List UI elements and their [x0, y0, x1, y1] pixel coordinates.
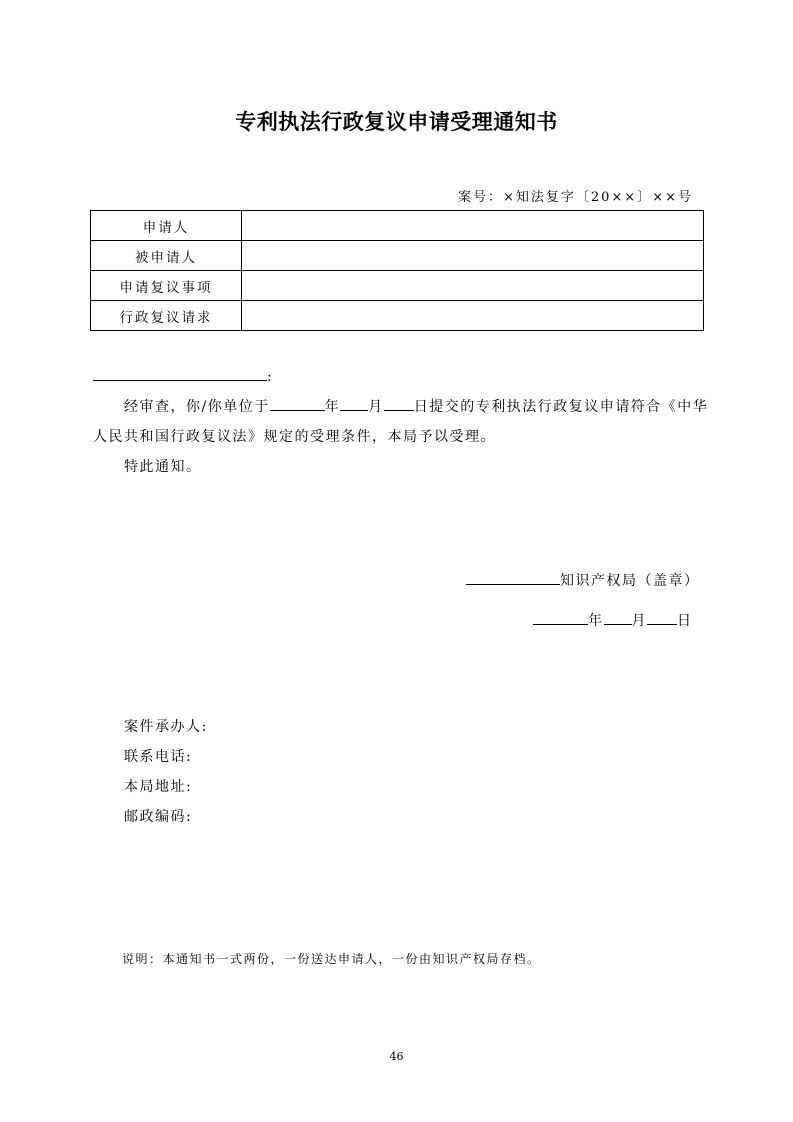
- blank-month: [340, 396, 368, 411]
- row-value-applicant: [242, 211, 704, 241]
- signature-org: [466, 570, 700, 590]
- contact-address: 本局地址:: [124, 779, 193, 795]
- contact-phone: 联系电话:: [124, 749, 193, 765]
- addressee-blank: [93, 366, 267, 381]
- row-label-matter: 申请复议事项: [91, 271, 242, 301]
- date-blank-month: [604, 610, 632, 625]
- case-number: 案号：×知法复字〔20××〕××号: [457, 190, 693, 205]
- body-paragraph-1: [124, 396, 708, 416]
- org-blank: [466, 570, 560, 585]
- contact-handler: 案件承办人:: [124, 719, 208, 735]
- contact-postcode: 邮政编码:: [124, 809, 193, 825]
- body-paragraph-1-cont: 人民共和国行政复议法》规定的受理条件，本局予以受理。: [93, 429, 496, 445]
- label-month: 月: [368, 399, 384, 415]
- table-row: [91, 241, 704, 271]
- addressee-colon: :: [267, 369, 274, 385]
- body-text: 日提交的专利执法行政复议申请符合《中华: [413, 399, 709, 415]
- row-value-request: [242, 301, 704, 331]
- label-year: 年: [324, 399, 341, 415]
- note: 说明：本通知书一式两份，一份送达申请人，一份由知识产权局存档。: [122, 952, 541, 966]
- date-label-day: 日: [677, 613, 693, 629]
- date-label-year: 年: [588, 613, 604, 629]
- signature-date: [533, 610, 693, 630]
- row-label-respondent: 被申请人: [91, 241, 242, 271]
- row-label-request: 行政复议请求: [91, 301, 242, 331]
- body-text: 经审查，你/你单位于: [124, 399, 270, 415]
- date-blank-day: [647, 610, 677, 625]
- row-label-applicant: 申请人: [91, 211, 242, 241]
- body-paragraph-2: 特此通知。: [124, 459, 202, 475]
- blank-year: [270, 396, 325, 411]
- date-label-month: 月: [631, 613, 647, 629]
- blank-day: [384, 396, 414, 411]
- row-value-matter: [242, 271, 704, 301]
- row-value-respondent: [242, 241, 704, 271]
- date-blank-year: [533, 610, 588, 625]
- table-row: [91, 301, 704, 331]
- table-row: [91, 211, 704, 241]
- addressee-line: [93, 366, 273, 385]
- org-label: 知识产权局（盖章）: [560, 573, 700, 589]
- info-table: [90, 210, 704, 331]
- page-number: 46: [389, 1050, 404, 1063]
- page-title: 专利执法行政复议申请受理通知书: [235, 110, 558, 134]
- table-row: [91, 271, 704, 301]
